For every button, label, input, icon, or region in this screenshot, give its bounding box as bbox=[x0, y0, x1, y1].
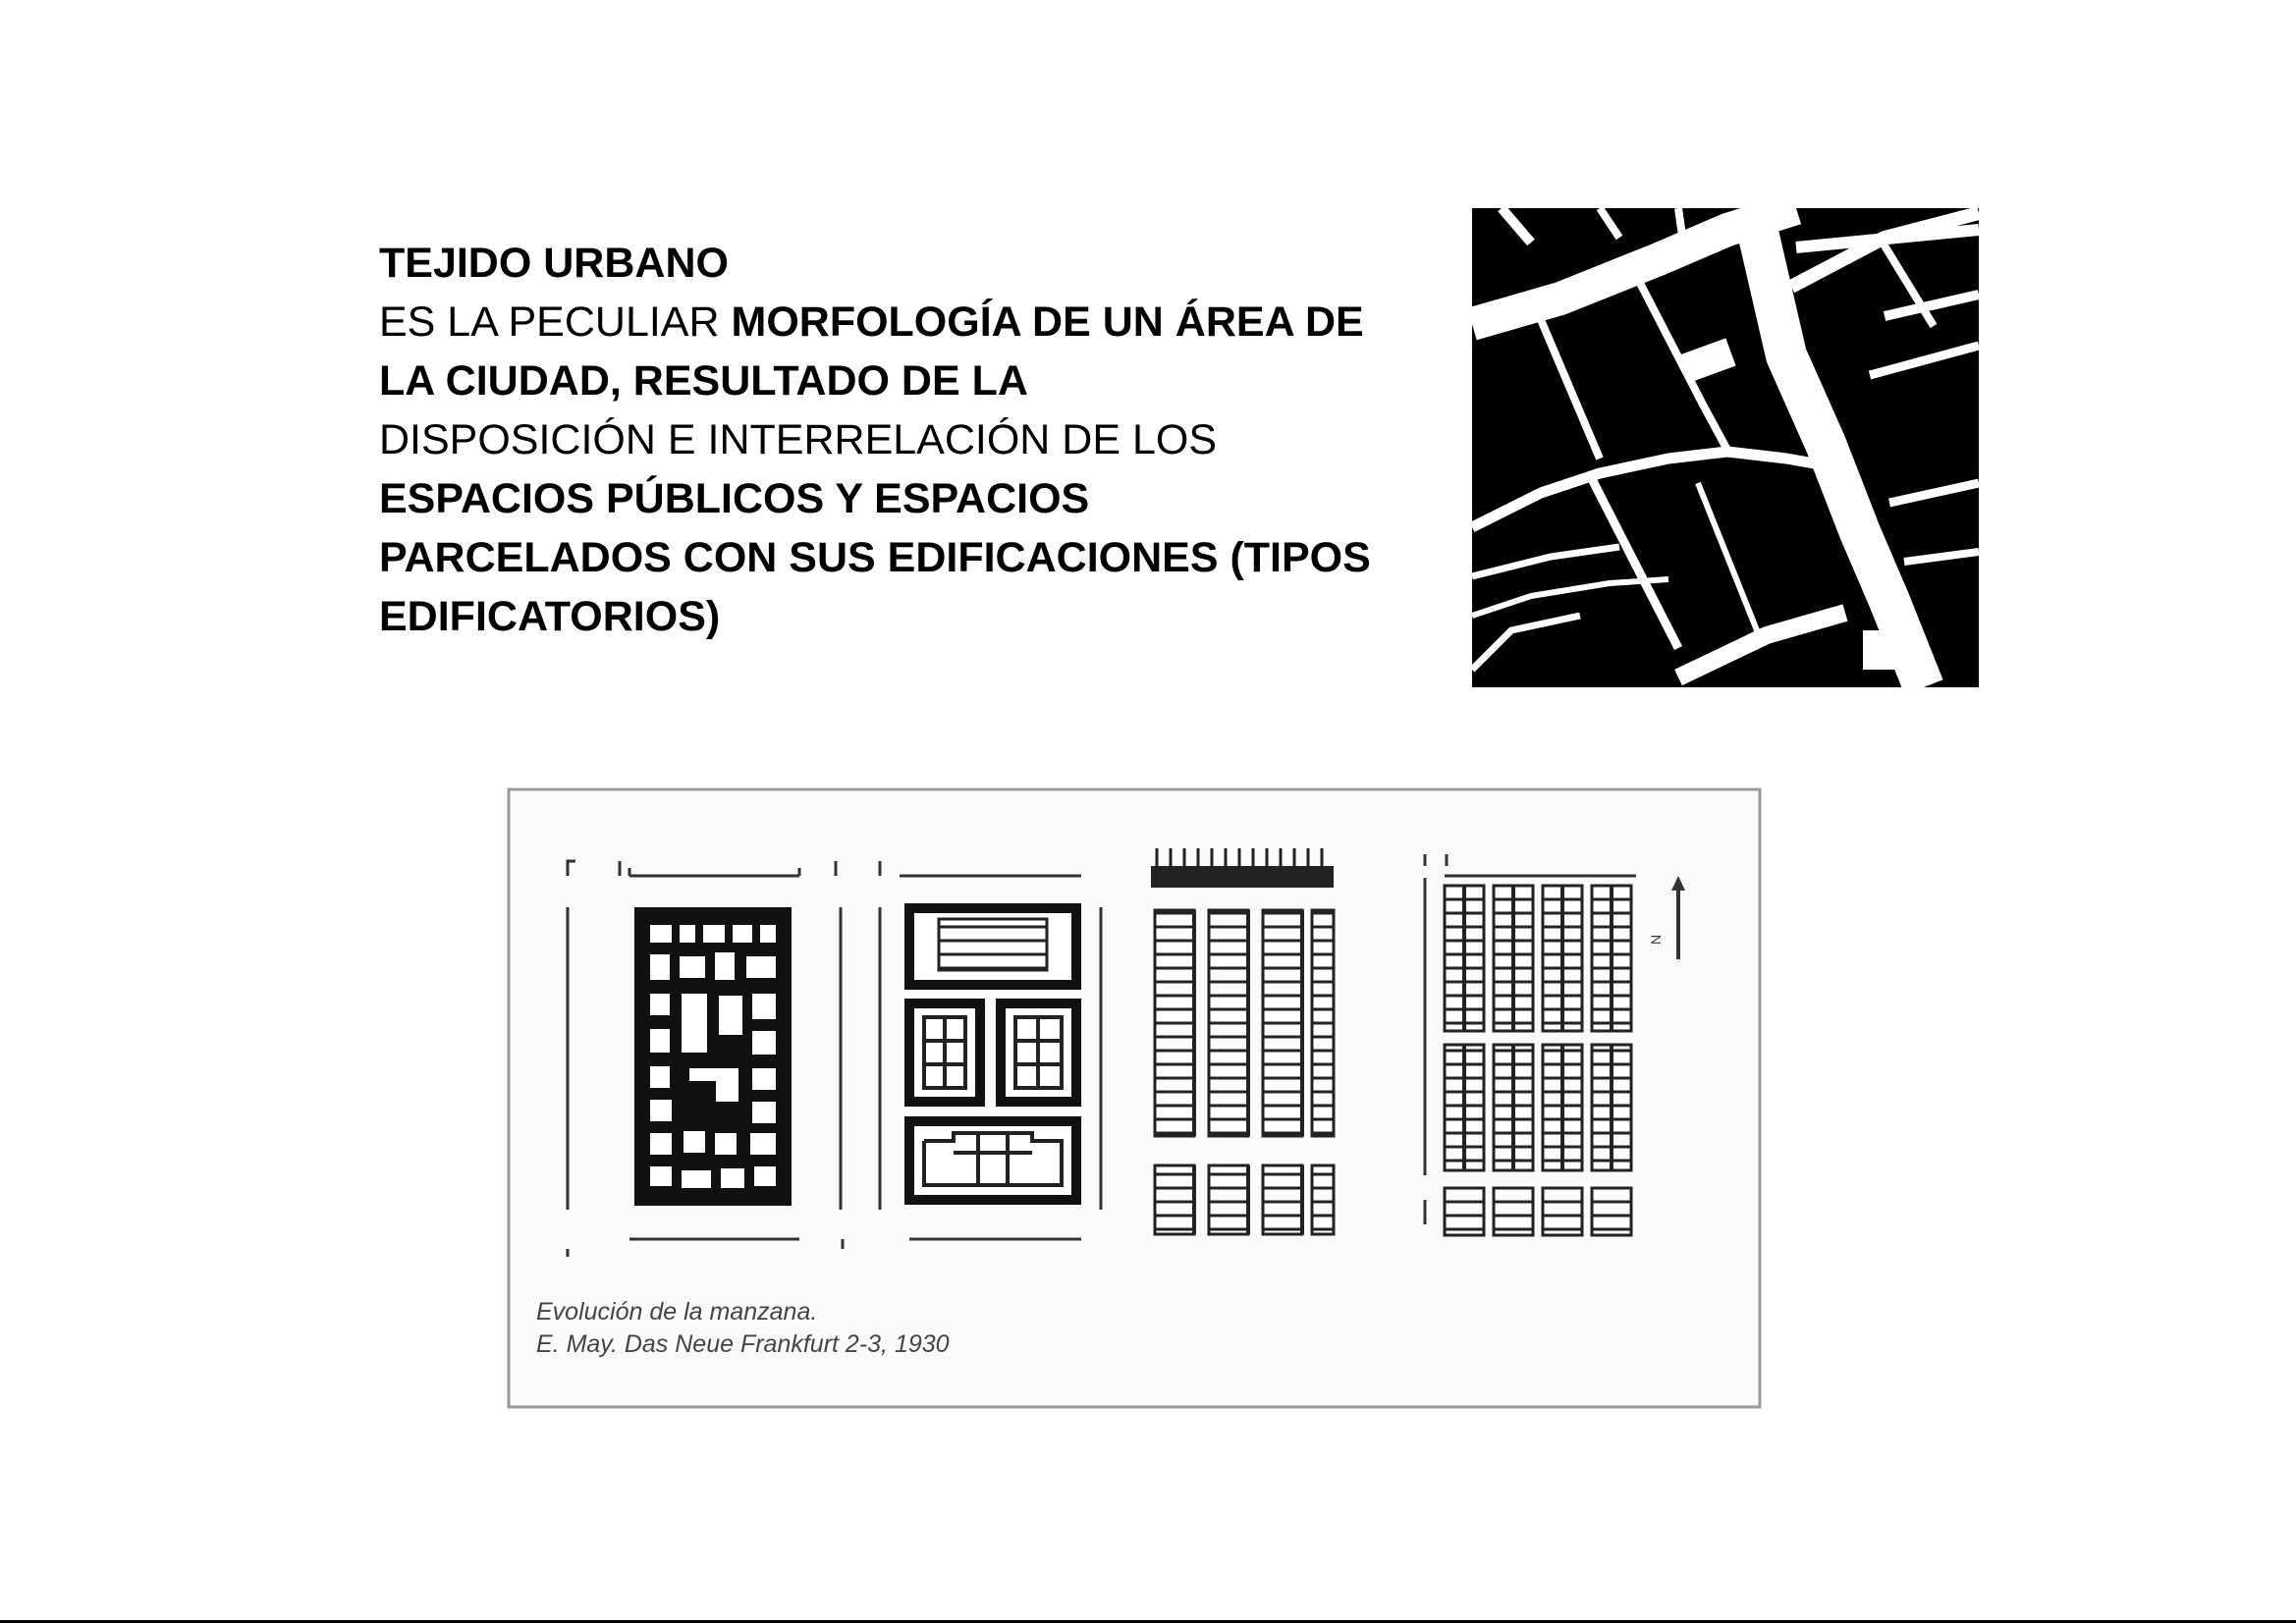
heading: TEJIDO URBANO bbox=[379, 240, 729, 287]
north-label: N bbox=[1648, 934, 1664, 945]
caption-line-1: Evolución de la manzana. bbox=[536, 1298, 818, 1326]
page-bottom-rule bbox=[0, 1620, 2296, 1623]
definition-line-2: LA CIUDAD, RESULTADO DE LA bbox=[379, 357, 1028, 405]
caption-line-2: E. May. Das Neue Frankfurt 2-3, 1930 bbox=[536, 1330, 950, 1358]
definition-line-6: EDIFICATORIOS) bbox=[379, 593, 721, 640]
definition-line-4: ESPACIOS PÚBLICOS Y ESPACIOS bbox=[379, 475, 1090, 522]
figure-ground-map bbox=[1472, 208, 1979, 687]
definition-line-1: ES LA PECULIAR MORFOLOGÍA DE UN ÁREA DE bbox=[379, 298, 1364, 346]
definition-line-5: PARCELADOS CON SUS EDIFICACIONES (TIPOS bbox=[379, 534, 1371, 581]
definition-line-3: DISPOSICIÓN E INTERRELACIÓN DE LOS bbox=[379, 416, 1218, 463]
figure-caption bbox=[536, 1296, 950, 1361]
definition-text bbox=[379, 234, 1371, 646]
